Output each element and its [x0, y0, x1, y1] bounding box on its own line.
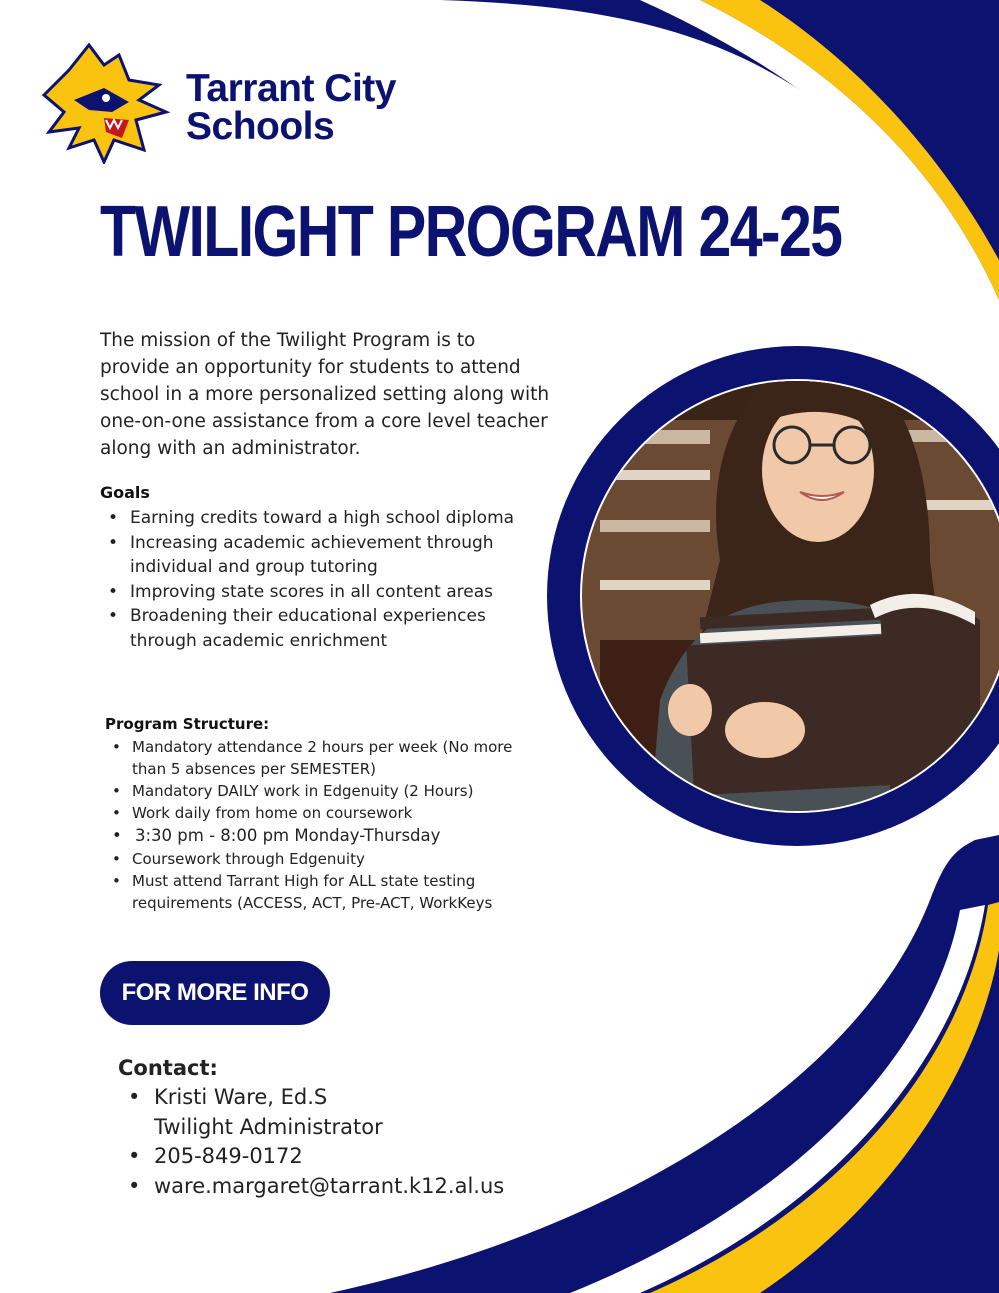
- structure-item: • Mandatory DAILY work in Edgenuity (2 Hours): [132, 780, 544, 802]
- structure-item: • Work daily from home on coursework: [132, 802, 544, 824]
- program-structure-heading: Program Structure:: [105, 715, 270, 733]
- goal-item: • Broadening their educational experiences through academic enrichment: [130, 604, 520, 653]
- school-name-line-1: Tarrant City: [186, 67, 396, 110]
- contact-role: Twilight Administrator: [154, 1114, 383, 1139]
- structure-item: • Coursework through Edgenuity: [132, 848, 544, 870]
- page-title: TWILIGHT PROGRAM 24-25: [100, 192, 842, 272]
- for-more-info-button[interactable]: FOR MORE INFO: [100, 961, 330, 1025]
- program-structure-list: [104, 736, 544, 914]
- contact-person: [154, 1083, 538, 1142]
- goals-list: [100, 506, 520, 653]
- contact-name: • Kristi Ware, Ed.S: [154, 1085, 328, 1109]
- contact-email-link[interactable]: • ware.margaret@tarrant.k12.al.us: [154, 1172, 538, 1202]
- goal-item: • Earning credits toward a high school diploma: [130, 506, 520, 531]
- contact-list: [118, 1083, 538, 1201]
- structure-item: • Mandatory attendance 2 hours per week (No more than 5 absences per SEMESTER): [132, 736, 544, 780]
- goal-item: • Increasing academic achievement through individual and group tutoring: [130, 531, 520, 580]
- goal-item: • Improving state scores in all content areas: [130, 580, 520, 605]
- school-name-line-2: Schools: [186, 105, 335, 148]
- goals-heading: Goals: [100, 483, 150, 502]
- contact-phone[interactable]: • 205-849-0172: [154, 1142, 538, 1172]
- structure-item: • Must attend Tarrant High for ALL state testing requirements (ACCESS, ACT, Pre-ACT, WorkKeys: [132, 870, 544, 914]
- contact-heading: Contact:: [118, 1056, 218, 1080]
- wildcat-mascot-icon: [34, 40, 174, 164]
- structure-item: • 3:30 pm - 8:00 pm Monday-Thursday: [132, 824, 544, 848]
- mission-statement: The mission of the Twilight Program is to provide an opportunity for students to attend school in a more personalized setting along with one-on-one assistance from a core level teacher along with an administrator.: [100, 330, 550, 459]
- school-name: [186, 67, 396, 148]
